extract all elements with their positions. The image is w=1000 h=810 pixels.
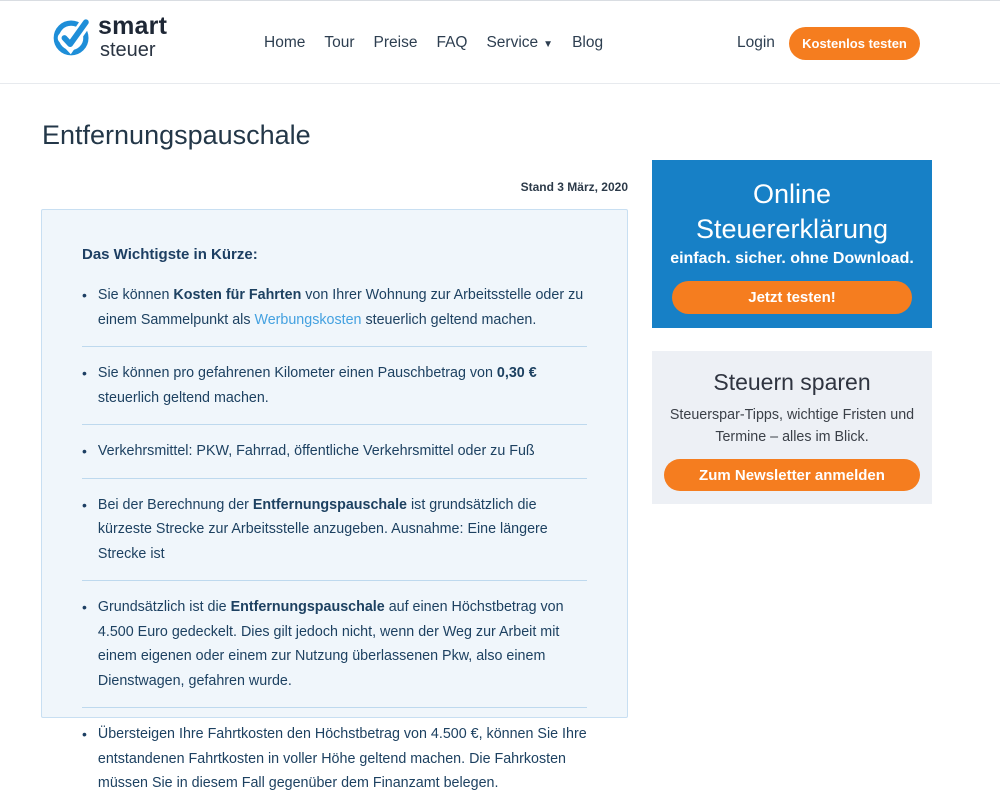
- bullet-text: Sie können pro gefahrenen Kilometer einen Pauschbetrag von 0,30 € steuerlich geltend machen.: [97, 365, 537, 406]
- newsletter-box: [652, 351, 932, 504]
- summary-bullet: [82, 347, 587, 425]
- logo-word-steuer: steuer: [100, 39, 156, 61]
- nav-item-blog[interactable]: Blog: [572, 34, 604, 51]
- nav-item-service[interactable]: Service ▼: [486, 34, 554, 51]
- nav-item-tour[interactable]: Tour: [324, 34, 355, 51]
- page-title: Entfernungspauschale: [42, 120, 311, 150]
- newsletter-signup-button[interactable]: Zum Newsletter anmelden: [664, 459, 920, 491]
- main-nav: [264, 1, 603, 85]
- logo[interactable]: [52, 14, 167, 60]
- bullet-dot: •: [82, 365, 87, 381]
- nav-item-faq[interactable]: FAQ: [436, 34, 468, 51]
- jetzt-testen-button[interactable]: Jetzt testen!: [672, 281, 912, 314]
- nav-item-preise[interactable]: Preise: [373, 34, 418, 51]
- promo-title: [652, 177, 932, 247]
- date-stamp: Stand 3 März, 2020: [520, 180, 628, 194]
- summary-list: [82, 269, 587, 810]
- summary-bullet: [82, 479, 587, 582]
- check-circle-icon: [52, 14, 94, 60]
- promo-subtitle: einfach. sicher. ohne Download.: [670, 250, 914, 267]
- logo-text: [98, 14, 167, 60]
- summary-bullet: [82, 269, 587, 347]
- werbungskosten-link[interactable]: Werbungskosten: [254, 311, 362, 328]
- bullet-text: Grundsätzlich ist die Entfernungspauschale auf einen Höchstbetrag von 4.500 Euro gedeckelt. Dies gilt jedoch nicht, wenn der Weg zur Arbeit mit einem eigenen oder einem zur Nutzung überlassenen Pkw, also einem Dienstwagen, gefahren wurde.: [97, 599, 564, 689]
- newsletter-title: Steuern sparen: [713, 369, 871, 395]
- chevron-down-icon: ▼: [543, 38, 554, 50]
- summary-bullet: [82, 708, 587, 810]
- newsletter-text-line2: Termine – alles im Blick.: [715, 429, 869, 445]
- logo-word-smart: smart: [98, 12, 168, 40]
- bullet-dot: •: [82, 496, 87, 513]
- summary-bullet: [82, 425, 587, 479]
- bullet-dot: •: [82, 599, 87, 615]
- promo-title-line2: Steuererklärung: [695, 214, 889, 244]
- bullet-text: Verkehrsmittel: PKW, Fahrrad, öffentliche Verkehrsmittel oder zu Fuß: [97, 443, 535, 459]
- summary-box: [41, 209, 628, 791]
- summary-heading: Das Wichtigste in Kürze:: [82, 246, 258, 263]
- nav-item-home[interactable]: Home: [264, 34, 306, 51]
- kostenlos-testen-button[interactable]: Kostenlos testen: [789, 27, 920, 60]
- bullet-text: Übersteigen Ihre Fahrtkosten den Höchstbetrag von 4.500 €, können Sie Ihre entstandenen Fahrtkosten in voller Höhe geltend machen. Die Fahrkosten müssen Sie in diesem Fall gegenüber dem Finanzamt belegen.: [97, 726, 587, 791]
- bullet-text: Bei der Berechnung der Entfernungspauschale ist grundsätzlich die kürzeste Strecke zur Arbeitsstelle anzugeben. Ausnahme: Eine längere Strecke ist: [97, 496, 548, 562]
- newsletter-text-line1: Steuerspar-Tipps, wichtige Fristen und: [669, 407, 915, 423]
- header: [0, 0, 1000, 84]
- bullet-text: Sie können Kosten für Fahrten von Ihrer Wohnung zur Arbeitsstelle oder zu einem Sammelpunkt als Werbungskosten steuerlich geltend machen.: [97, 287, 584, 328]
- login-link[interactable]: Login: [737, 34, 775, 51]
- bullet-dot: •: [82, 443, 87, 459]
- promo-box: [652, 160, 932, 328]
- bullet-dot: •: [82, 726, 87, 742]
- newsletter-text: [652, 404, 932, 448]
- promo-title-line1: Online: [752, 179, 832, 209]
- summary-bullet: [82, 581, 587, 708]
- bullet-dot: •: [82, 287, 87, 303]
